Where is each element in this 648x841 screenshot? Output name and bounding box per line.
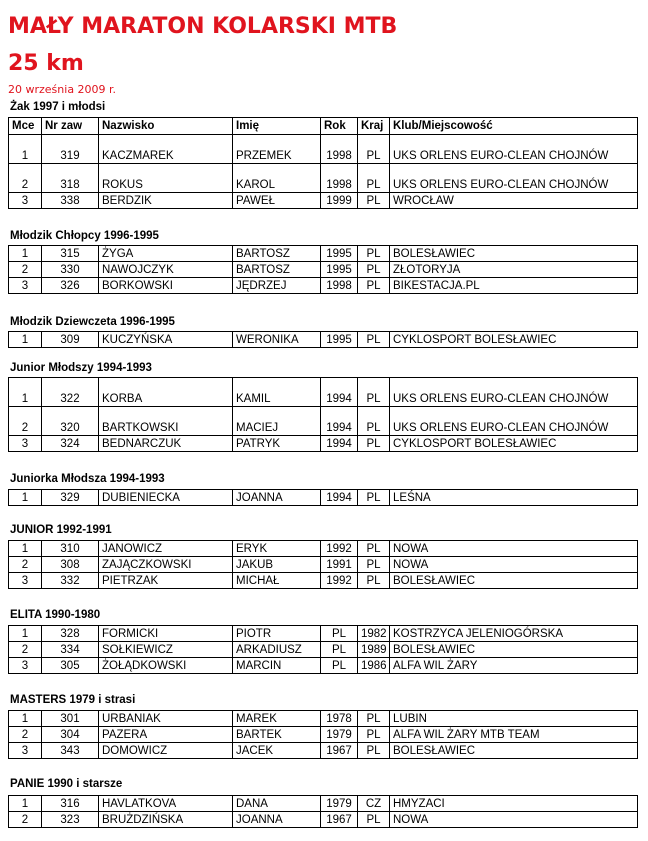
table-cell: 1: [9, 626, 42, 642]
table-cell: 1986: [358, 658, 390, 674]
table-cell: 3: [9, 436, 42, 452]
table-cell: JOANNA: [233, 812, 321, 828]
table-cell: KAROL: [233, 164, 321, 193]
table-cell: 1: [9, 378, 42, 407]
table-cell: 1998: [321, 278, 358, 294]
table-cell: PL: [358, 541, 390, 557]
table-cell: MICHAŁ: [233, 573, 321, 589]
table-cell: 319: [42, 135, 99, 164]
results-table: [8, 331, 638, 348]
table-cell: 1998: [321, 164, 358, 193]
table-cell: 1967: [321, 812, 358, 828]
table-cell: BOLESŁAWIEC: [390, 642, 638, 658]
table-row: [9, 278, 638, 294]
table-cell: 1992: [321, 541, 358, 557]
table-cell: 1978: [321, 711, 358, 727]
category-title: Żak 1997 i młodsi: [10, 101, 106, 113]
table-cell: ALFA WIL ŻARY MTB TEAM: [390, 727, 638, 743]
table-cell: PL: [358, 164, 390, 193]
table-cell: PL: [358, 407, 390, 436]
table-cell: KACZMAREK: [99, 135, 233, 164]
table-cell: ŻYGA: [99, 246, 233, 262]
table-cell: 1995: [321, 246, 358, 262]
table-cell: PL: [358, 278, 390, 294]
table-cell: KOSTRZYCA JELENIOGÓRSKA: [390, 626, 638, 642]
table-cell: 3: [9, 573, 42, 589]
table-cell: BRUŻDZIŃSKA: [99, 812, 233, 828]
table-cell: ERYK: [233, 541, 321, 557]
table-row: [9, 711, 638, 727]
column-header: Imię: [233, 118, 321, 135]
table-cell: NOWA: [390, 541, 638, 557]
table-cell: JOANNA: [233, 490, 321, 506]
table-cell: 2: [9, 812, 42, 828]
table-row: [9, 407, 638, 436]
category-title: Młodzik Dziewczeta 1996-1995: [10, 316, 175, 328]
table-row: [9, 573, 638, 589]
table-row: [9, 658, 638, 674]
table-cell: 326: [42, 278, 99, 294]
table-cell: PAWEŁ: [233, 193, 321, 209]
table-cell: HAVLATKOVA: [99, 796, 233, 812]
column-header: Nazwisko: [99, 118, 233, 135]
table-cell: 2: [9, 642, 42, 658]
table-cell: 1982: [358, 626, 390, 642]
table-cell: PL: [358, 490, 390, 506]
table-row: [9, 246, 638, 262]
table-cell: PIOTR: [233, 626, 321, 642]
category-title: JUNIOR 1992-1991: [10, 524, 112, 536]
table-cell: PL: [358, 812, 390, 828]
category-title: Junior Młodszy 1994-1993: [10, 362, 152, 374]
table-cell: PL: [358, 246, 390, 262]
table-cell: 1992: [321, 573, 358, 589]
table-cell: 328: [42, 626, 99, 642]
table-cell: PL: [321, 626, 358, 642]
table-cell: 338: [42, 193, 99, 209]
table-cell: PL: [358, 332, 390, 348]
table-cell: CZ: [358, 796, 390, 812]
table-cell: 1: [9, 796, 42, 812]
table-cell: PAZERA: [99, 727, 233, 743]
table-row: [9, 727, 638, 743]
table-row: [9, 436, 638, 452]
table-cell: CYKLOSPORT BOLESŁAWIEC: [390, 332, 638, 348]
table-row: [9, 557, 638, 573]
table-cell: 305: [42, 658, 99, 674]
table-cell: 1: [9, 332, 42, 348]
table-cell: 1: [9, 246, 42, 262]
column-header: Kraj: [358, 118, 390, 135]
table-cell: PL: [358, 743, 390, 759]
table-cell: 309: [42, 332, 99, 348]
table-cell: ZŁOTORYJA: [390, 262, 638, 278]
table-cell: PL: [358, 557, 390, 573]
table-cell: HMYZACI: [390, 796, 638, 812]
table-row: [9, 541, 638, 557]
table-cell: MAREK: [233, 711, 321, 727]
table-cell: 1994: [321, 490, 358, 506]
table-cell: NOWA: [390, 557, 638, 573]
table-cell: DUBIENIECKA: [99, 490, 233, 506]
table-cell: LEŚNA: [390, 490, 638, 506]
table-cell: ŻOŁĄDKOWSKI: [99, 658, 233, 674]
table-cell: PL: [358, 711, 390, 727]
table-row: [9, 812, 638, 828]
table-cell: PL: [321, 658, 358, 674]
results-table: [8, 117, 638, 209]
table-header-row: [9, 118, 638, 135]
table-cell: 330: [42, 262, 99, 278]
table-cell: MARCIN: [233, 658, 321, 674]
table-cell: 329: [42, 490, 99, 506]
category-title: Juniorka Młodsza 1994-1993: [10, 473, 165, 485]
table-cell: WERONIKA: [233, 332, 321, 348]
table-cell: LUBIN: [390, 711, 638, 727]
table-cell: ZAJĄCZKOWSKI: [99, 557, 233, 573]
results-table: [8, 625, 638, 674]
table-cell: 320: [42, 407, 99, 436]
table-cell: 1979: [321, 727, 358, 743]
table-cell: 301: [42, 711, 99, 727]
table-cell: MACIEJ: [233, 407, 321, 436]
table-cell: PL: [358, 436, 390, 452]
results-table: [8, 540, 638, 589]
table-cell: 3: [9, 658, 42, 674]
table-cell: 2: [9, 164, 42, 193]
table-cell: 3: [9, 743, 42, 759]
table-cell: 1994: [321, 407, 358, 436]
table-row: [9, 193, 638, 209]
table-cell: 2: [9, 407, 42, 436]
table-cell: 318: [42, 164, 99, 193]
table-row: [9, 796, 638, 812]
table-row: [9, 490, 638, 506]
table-cell: BARTEK: [233, 727, 321, 743]
table-cell: 334: [42, 642, 99, 658]
table-cell: 1995: [321, 332, 358, 348]
table-cell: PL: [358, 378, 390, 407]
results-table: [8, 245, 638, 294]
table-cell: 1995: [321, 262, 358, 278]
table-cell: 1994: [321, 378, 358, 407]
results-table: [8, 377, 638, 452]
table-cell: 1: [9, 135, 42, 164]
table-row: [9, 332, 638, 348]
table-cell: 1994: [321, 436, 358, 452]
table-cell: UKS ORLENS EURO-CLEAN CHOJNÓW: [390, 135, 638, 164]
column-header: Mce: [9, 118, 42, 135]
table-cell: WROCŁAW: [390, 193, 638, 209]
column-header: Klub/Miejscowość: [390, 118, 638, 135]
table-cell: 1998: [321, 135, 358, 164]
table-cell: JĘDRZEJ: [233, 278, 321, 294]
table-cell: JACEK: [233, 743, 321, 759]
results-table: [8, 710, 638, 759]
table-cell: SOŁKIEWICZ: [99, 642, 233, 658]
table-cell: KAMIL: [233, 378, 321, 407]
table-cell: PL: [358, 573, 390, 589]
table-cell: 343: [42, 743, 99, 759]
table-cell: DANA: [233, 796, 321, 812]
table-cell: BOLESŁAWIEC: [390, 573, 638, 589]
table-cell: KUCZYŃSKA: [99, 332, 233, 348]
table-cell: JANOWICZ: [99, 541, 233, 557]
table-row: [9, 262, 638, 278]
table-cell: NOWA: [390, 812, 638, 828]
table-cell: BARTKOWSKI: [99, 407, 233, 436]
table-cell: 308: [42, 557, 99, 573]
table-cell: 2: [9, 262, 42, 278]
table-cell: PL: [358, 262, 390, 278]
table-cell: 2: [9, 557, 42, 573]
table-cell: URBANIAK: [99, 711, 233, 727]
table-cell: 332: [42, 573, 99, 589]
table-row: [9, 135, 638, 164]
table-cell: 322: [42, 378, 99, 407]
table-cell: 2: [9, 727, 42, 743]
table-cell: 1999: [321, 193, 358, 209]
table-cell: BOLESŁAWIEC: [390, 743, 638, 759]
table-cell: BIKESTACJA.PL: [390, 278, 638, 294]
table-row: [9, 743, 638, 759]
table-cell: BERDZIK: [99, 193, 233, 209]
race-distance: 25 km: [8, 51, 84, 76]
table-cell: ARKADIUSZ: [233, 642, 321, 658]
table-row: [9, 626, 638, 642]
table-cell: BOLESŁAWIEC: [390, 246, 638, 262]
table-cell: 1991: [321, 557, 358, 573]
results-table: [8, 489, 638, 506]
table-cell: 1: [9, 541, 42, 557]
category-title: PANIE 1990 i starsze: [10, 778, 123, 790]
category-title: MASTERS 1979 i strasi: [10, 694, 136, 706]
table-cell: PL: [358, 727, 390, 743]
column-header: Nr zaw: [42, 118, 99, 135]
table-cell: 310: [42, 541, 99, 557]
table-cell: KORBA: [99, 378, 233, 407]
table-cell: BEDNARCZUK: [99, 436, 233, 452]
table-cell: 1: [9, 490, 42, 506]
table-cell: UKS ORLENS EURO-CLEAN CHOJNÓW: [390, 164, 638, 193]
column-header: Rok: [321, 118, 358, 135]
table-cell: 1: [9, 711, 42, 727]
table-cell: BARTOSZ: [233, 246, 321, 262]
table-cell: 324: [42, 436, 99, 452]
table-cell: PRZEMEK: [233, 135, 321, 164]
table-cell: NAWOJCZYK: [99, 262, 233, 278]
category-title: ELITA 1990-1980: [10, 609, 101, 621]
table-cell: BORKOWSKI: [99, 278, 233, 294]
race-date: 20 września 2009 r.: [8, 83, 117, 96]
table-cell: BARTOSZ: [233, 262, 321, 278]
table-cell: FORMICKI: [99, 626, 233, 642]
table-row: [9, 164, 638, 193]
race-title: MAŁY MARATON KOLARSKI MTB: [8, 14, 398, 39]
table-cell: JAKUB: [233, 557, 321, 573]
table-cell: ALFA WIL ŻARY: [390, 658, 638, 674]
table-cell: 3: [9, 193, 42, 209]
table-cell: CYKLOSPORT BOLESŁAWIEC: [390, 436, 638, 452]
table-cell: UKS ORLENS EURO-CLEAN CHOJNÓW: [390, 378, 638, 407]
table-cell: 1967: [321, 743, 358, 759]
table-cell: 316: [42, 796, 99, 812]
table-cell: PL: [358, 193, 390, 209]
table-cell: PIETRZAK: [99, 573, 233, 589]
table-cell: 315: [42, 246, 99, 262]
table-cell: 3: [9, 278, 42, 294]
table-cell: PL: [321, 642, 358, 658]
category-title: Młodzik Chłopcy 1996-1995: [10, 230, 159, 242]
table-cell: UKS ORLENS EURO-CLEAN CHOJNÓW: [390, 407, 638, 436]
table-cell: 323: [42, 812, 99, 828]
table-cell: DOMOWICZ: [99, 743, 233, 759]
table-cell: 304: [42, 727, 99, 743]
table-cell: 1979: [321, 796, 358, 812]
table-cell: PL: [358, 135, 390, 164]
table-cell: 1989: [358, 642, 390, 658]
table-row: [9, 378, 638, 407]
table-cell: PATRYK: [233, 436, 321, 452]
table-cell: ROKUS: [99, 164, 233, 193]
table-row: [9, 642, 638, 658]
results-table: [8, 795, 638, 828]
